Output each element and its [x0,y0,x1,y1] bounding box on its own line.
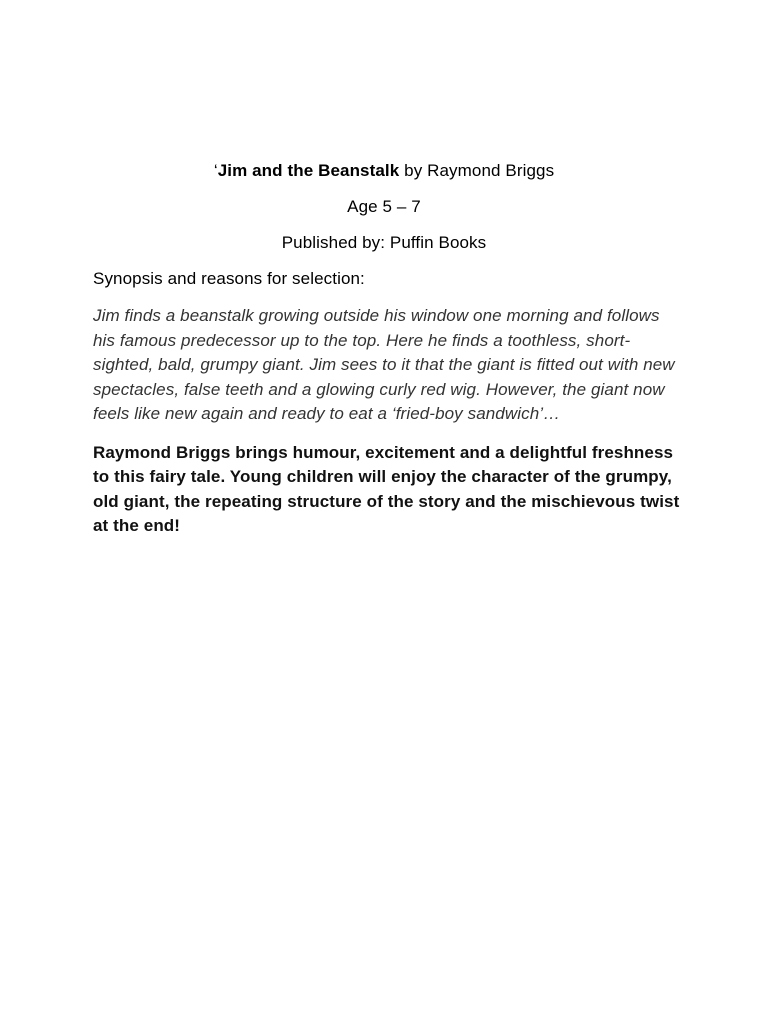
book-author: by Raymond Briggs [399,161,555,180]
section-heading: Synopsis and reasons for selection: [93,269,365,288]
publisher: Published by: Puffin Books [281,233,487,252]
title-open-quote: ‘ [213,161,218,180]
book-title: Jim and the Beanstalk [217,161,400,180]
book-title-line [93,160,675,182]
reasons-paragraph: Raymond Briggs brings humour, excitement and a delightful freshness to this fairy tale. Young children will enjoy the character of the grumpy, old giant, the repeating structure of the story and the mischievous twist at the end! [93,442,680,535]
synopsis-paragraph: Jim finds a beanstalk growing outside his window one morning and follows his famous predecessor up to the top. Here he finds a toothless, short-sighted, bald, grumpy giant. Jim sees to it that the giant is fitted out with new spectacles, false teeth and a glowing curly red wig. However, the giant now feels like new again and ready to eat a ‘fried-boy sandwich’… [93,306,675,423]
age-range: Age 5 – 7 [347,197,421,216]
book-review-entry [93,160,683,539]
